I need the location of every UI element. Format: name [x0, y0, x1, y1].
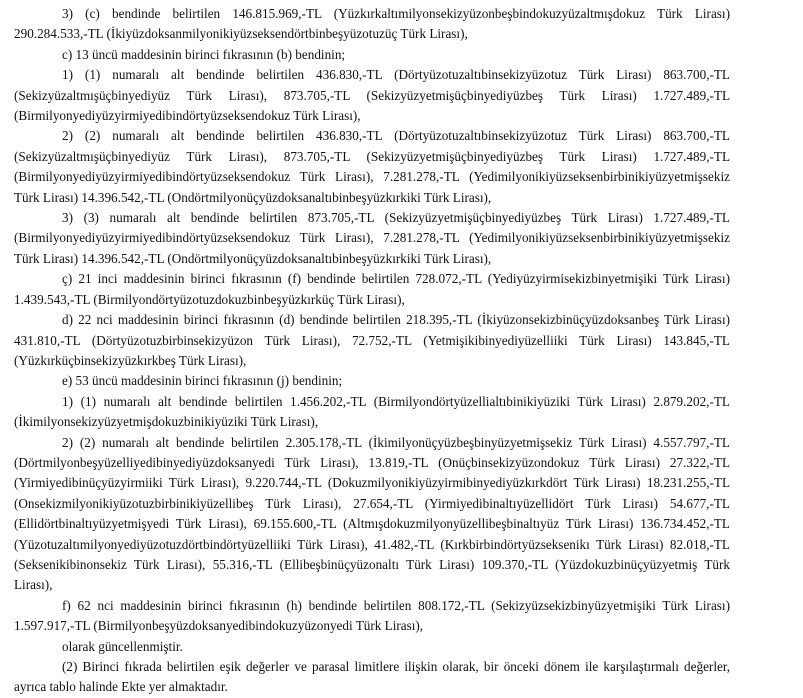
paragraph-e2: 2) (2) numaralı alt bendinde belirtilen 2.305.178,-TL (İkimilyonüçyüzbeşbinyüzyetmişsekiz Türk Lirası) 4.557.797,-TL (Dörtmilyonbeşyüzelliyedibinyediyüzdoksanyedi Türk Lirası), 13.819,-TL (Onüçbinsekizyüzondokuz Türk Lirası) 27.322,-TL (Yirmiyedibinüçyüzyirmiiki Türk Lirası), 9.220.744,-TL (Dokuzmilyonikiyüzyirmibinyediyüzkırkdört Türk Lirası) 18.231.255,-TL (Onsekizmilyonikiyüzotuzbirbinikiyüzellibeş Türk Lirası), 27.654,-TL (Yirmiyedibinaltıyüzellidört Türk Lirası) 54.677,-TL (Ellidörtbinaltıyüzyetmişyedi Türk Lirası), 69.155.600,-TL (Altmışdokuzmilyonyüzellibeşbinaltıyüz Türk Lirası) 136.734.452,-TL (Yüzotuzaltımilyonyediyüzotuzdörtbindörtyüzelliiki Türk Lirası), 41.482,-TL (Kırkbirbindörtyüzseksenikı Türk Lirası) 82.018,-TL (Seksenikibinonsekiz Türk Lirası), 55.316,-TL (Ellibeşbinüçyüzonaltı Türk Lirası) 109.370,-TL (Yüzdokuzbinüçyüzyetmiş Türk Lirası), — [14, 434, 730, 593]
paragraph-cedilla-c: ç) 21 inci maddesinin birinci fıkrasının (f) bendinde belirtilen 728.072,-TL (Yediyüzyirmisekizbinyetmişiki Türk Lirası) 1.439.543,-TL (Birmilyondörtyüzotuzdokuzbinbeşyüzkırküç Türk Lirası), — [14, 271, 730, 307]
paragraph-closing: olarak güncellenmiştir. — [62, 638, 183, 654]
paragraph-e-heading: e) 53 üncü maddesinin birinci fıkrasının (j) bendinin; — [62, 373, 343, 389]
paragraph-d: d) 22 nci maddesinin birinci fıkrasının (d) bendinde belirtilen 218.395,-TL (İkiyüzonsekizbinüçyüzdoksanbeş Türk Lirası) 431.810,-TL (Dörtyüzotuzbirbinsekizyüzon Türk Lirası), 72.752,-TL (Yetmişikibinyediyüzelliiki Türk Lirası) 143.845,-TL (Yüzkırküçbinsekizyüzkırkbeş Türk Lirası), — [14, 312, 730, 368]
paragraph-c-heading: c) 13 üncü maddesinin birinci fıkrasının (b) bendinin; — [62, 46, 346, 62]
paragraph-c1: 1) (1) numaralı alt bendinde belirtilen 436.830,-TL (Dörtyüzotuzaltıbinsekizyüzotuz Türk Lirası) 863.700,-TL (Sekizyüzaltmışüçbinyediyüz Türk Lirası), 873.705,-TL (Sekizyüzyetmişüçbinyediyüzbeş Türk Lirası) 1.727.489,-TL (Birmilyonyediyüzyirmiyedibindörtyüzseksendokuz Türk Lirası), — [14, 67, 730, 124]
paragraph-3c: 3) (c) bendinde belirtilen 146.815.969,-TL (Yüzkırkaltımilyonsekizyüzonbeşbindokuzyüzaltmışdokuz Türk Lirası) 290.284.533,-TL (İkiyüzdoksanmilyonikiyüzseksendörtbinbeşyüzotuzüç Türk Lirası), — [14, 6, 730, 42]
document-body — [14, 4, 730, 698]
paragraph-c2: 2) (2) numaralı alt bendinde belirtilen 436.830,-TL (Dörtyüzotuzaltıbinsekizyüzotuz Türk Lirası) 863.700,-TL (Sekizyüzaltmışüçbinyediyüz Türk Lirası), 873.705,-TL (Sekizyüzyetmişüçbinyediyüzbeş Türk Lirası) 1.727.489,-TL (Birmilyonyediyüzyirmiyedibindörtyüzseksendokuz Türk Lirası), 7.281.278,-TL (Yedimilyonikiyüzseksenbirbinikiyüzyetmişsekiz Türk Lirası) 14.396.542,-TL (Ondörtmilyonüçyüzdoksanaltıbinbeşyüzkırkiki Türk Lirası), — [14, 128, 730, 205]
paragraph-c3: 3) (3) numaralı alt bendinde belirtilen 873.705,-TL (Sekizyüzyetmişüçbinyediyüzbeş Türk Lirası) 1.727.489,-TL (Birmilyonyediyüzyirmiyedibindörtyüzseksendokuz Türk Lirası), 7.281.278,-TL (Yedimilyonikiyüzseksenbirbinikiyüzyetmişsekiz Türk Lirası) 14.396.542,-TL (Ondörtmilyonüçyüzdoksanaltıbinbeşyüzkırkiki Türk Lirası), — [14, 210, 730, 266]
paragraph-f: f) 62 nci maddesinin birinci fıkrasının (h) bendinde belirtilen 808.172,-TL (Sekizyüzsekizbinyüzyetmişiki Türk Lirası) 1.597.917,-TL (Birmilyonbeşyüzdoksanyedibindokuzyüzonyedi Türk Lirası), — [14, 597, 730, 634]
paragraph-e1: 1) (1) numaralı alt bendinde belirtilen 1.456.202,-TL (Birmilyondörtyüzellialtıbinikiyüziki Türk Lirası) 2.879.202,-TL (İkimilyonsekizyüzyetmişdokuzbinikiyüziki Türk Lirası), — [14, 393, 730, 430]
paragraph-2: (2) Birinci fıkrada belirtilen eşik değerler ve parasal limitlere ilişkin olarak, bir önceki dönem ile karşılaştırmalı değerler, ayrıca tablo halinde Ekte yer almaktadır. — [14, 659, 730, 695]
